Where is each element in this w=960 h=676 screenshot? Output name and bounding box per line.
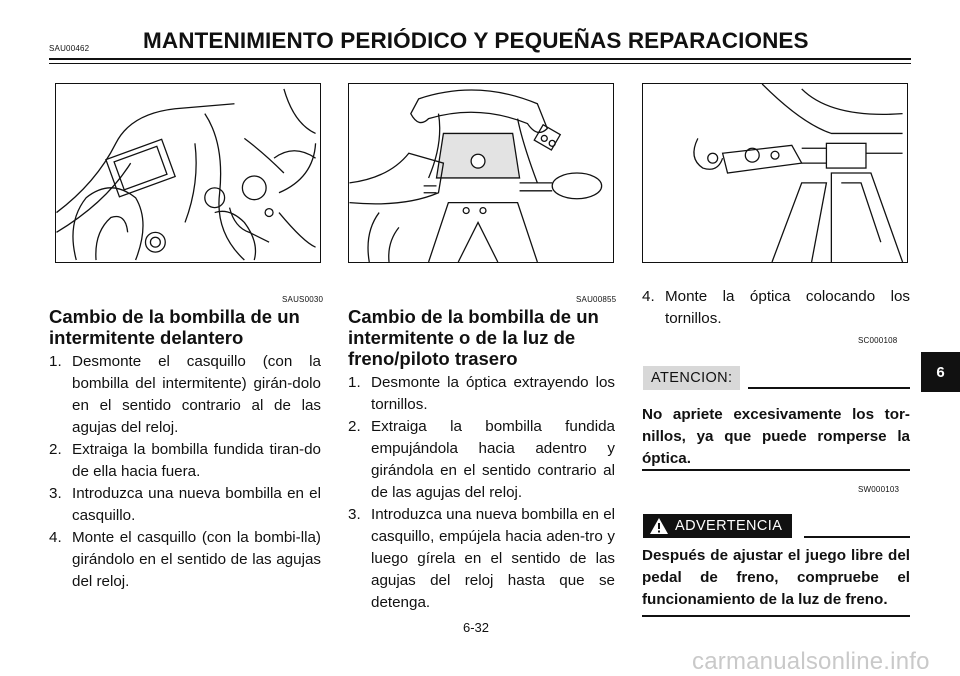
warning-rule-top [804, 536, 910, 538]
chapter-tab [921, 352, 960, 392]
col1-step-4-text: Monte el casquillo (con la bombi-lla) girándolo en el sentido de las agujas del reloj. [72, 529, 321, 590]
col3-step-4 [642, 286, 910, 330]
col3-steps [642, 286, 910, 330]
header-rule-thin [49, 63, 911, 64]
warning-code: SW000103 [858, 485, 900, 494]
page-number: 6-32 [463, 620, 490, 635]
header-rule-thick [49, 58, 911, 60]
warning-label: ADVERTENCIA [675, 518, 783, 534]
col1-step-4 [49, 527, 321, 593]
col1-heading [49, 306, 321, 348]
col1-step-1-num: 1. [49, 353, 62, 370]
chapter-tab-number: 6 [936, 363, 945, 381]
col2-step-2-text: Extraiga la bombilla fundida empujándola hacia adentro y girándola en el sentido contrario al de las agujas del reloj. [371, 418, 615, 501]
col2-step-1 [348, 372, 615, 416]
col1-step-3-text: Introduzca una nueva bombilla en el casquillo. [72, 485, 321, 524]
figure-dashboard-socket [55, 83, 321, 263]
caution-rule-top [748, 387, 910, 389]
col2-heading-line1: Cambio de la bombilla de un [348, 306, 599, 327]
col2-code: SAU00855 [576, 295, 617, 304]
col2-steps [348, 372, 615, 614]
col1-step-2-text: Extraiga la bombilla fundida tiran-do de ella hacia fuera. [72, 441, 321, 480]
col2-step-2 [348, 416, 615, 504]
warning-rule-bottom [642, 615, 910, 617]
col1-step-2-num: 2. [49, 441, 62, 458]
col2-step-3 [348, 504, 615, 614]
caution-badge [643, 366, 740, 390]
col2-heading-line3: freno/piloto trasero [348, 348, 518, 369]
warning-badge [643, 514, 792, 538]
col2-step-1-text: Desmonte la óptica extrayendo los tornillos. [371, 374, 615, 413]
col1-step-4-num: 4. [49, 529, 62, 546]
col3-step-4-text: Monte la óptica colocando los tornillos. [665, 288, 910, 327]
col1-step-2 [49, 439, 321, 483]
col2-step-2-num: 2. [348, 418, 361, 435]
warning-text: Después de ajustar el juego libre del pedal de freno, compruebe el funcionamiento de la luz de freno. [642, 547, 910, 608]
col1-step-3 [49, 483, 321, 527]
col2-heading-line2: intermitente o de la luz de [348, 327, 576, 348]
col1-step-1 [49, 351, 321, 439]
caution-code: SC000108 [858, 336, 898, 345]
caution-rule-bottom [642, 469, 910, 471]
col1-step-1-text: Desmonte el casquillo (con la bombilla del intermitente) girán-dolo en el sentido contrario al de las agujas del reloj. [72, 353, 321, 436]
col1-code: SAUS0030 [282, 295, 324, 304]
warning-triangle-icon [649, 517, 669, 535]
caution-text: No apriete excesivamente los tor-nillos, ya que puede romperse la óptica. [642, 406, 910, 467]
page-title: MANTENIMIENTO PERIÓDICO Y PEQUEÑAS REPARACIONES [143, 28, 809, 53]
col2-section [348, 306, 615, 614]
col2-step-1-num: 1. [348, 374, 361, 391]
col1-heading-line2: intermitente delantero [49, 327, 244, 348]
col1-section [49, 306, 321, 593]
figure-tail-light-lens [348, 83, 614, 263]
col3-step4 [642, 286, 910, 330]
caution-label: ATENCION: [651, 370, 733, 386]
col1-steps [49, 351, 321, 593]
tail-light-screw-illustration [643, 84, 907, 262]
col2-step-3-num: 3. [348, 506, 361, 523]
col3-step-4-num: 4. [642, 288, 655, 305]
col2-heading [348, 306, 615, 369]
tail-light-lens-illustration [349, 84, 613, 262]
col1-step-3-num: 3. [49, 485, 62, 502]
dashboard-socket-illustration [56, 84, 320, 262]
figure-tail-light-screw [642, 83, 908, 263]
col1-heading-line1: Cambio de la bombilla de un [49, 306, 300, 327]
col2-step-3-text: Introduzca una nueva bombilla en el casquillo, empújela hacia aden-tro y luego gírela en el sentido de las agujas del reloj hasta que se detenga. [371, 506, 616, 611]
watermark: carmanualsonline.info [692, 648, 930, 675]
header-code: SAU00462 [49, 44, 90, 53]
